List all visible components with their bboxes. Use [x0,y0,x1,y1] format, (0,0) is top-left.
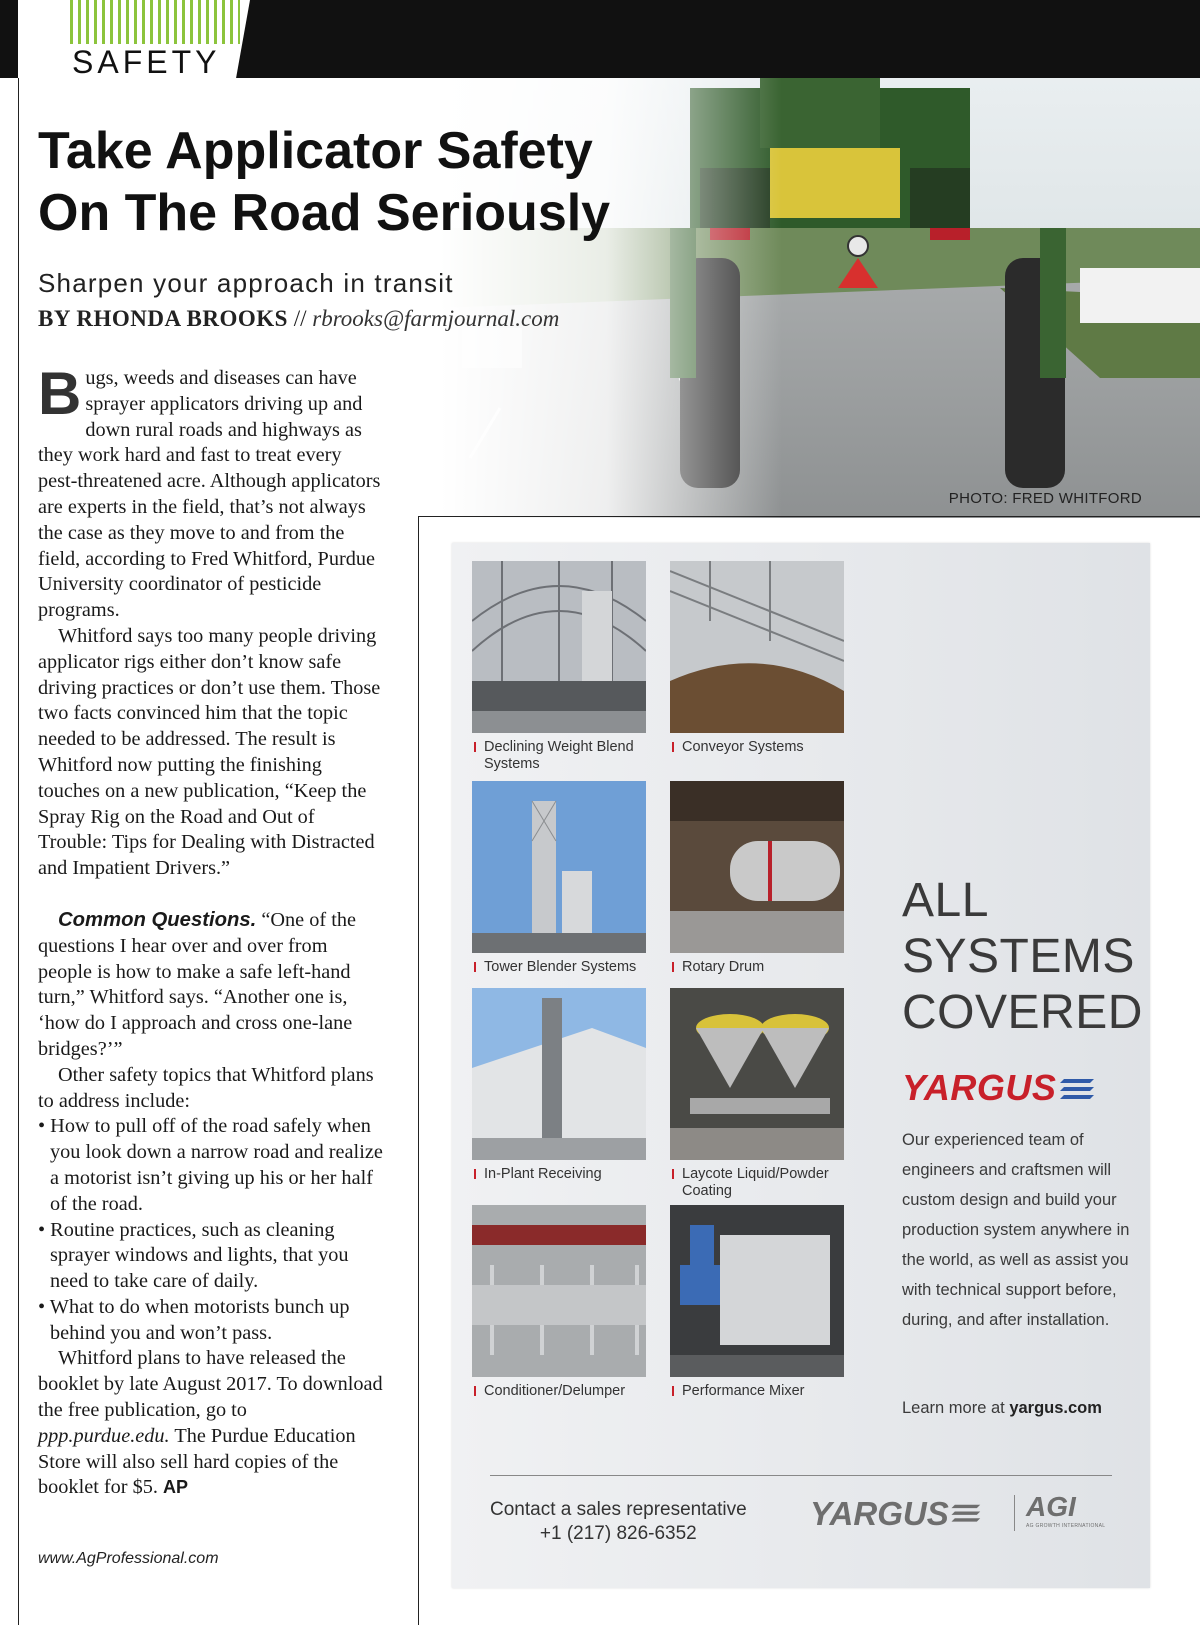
paragraph-2: Whitford says too many people driving applicator rigs either don’t know safe driving practices or don’t use them. Those two facts convinced him that the topic needed to be addressed. The result is Whitford now putting the finishing touches on a new publication, “Keep the Spray Rig on the Road and Out of Trouble: Tips for Dealing with Distracted and Impatient Drivers.” [38,624,381,880]
headline [38,120,610,244]
tile-caption: Declining Weight Blend Systems [472,739,646,773]
tile-caption: Performance Mixer [670,1383,844,1400]
bullet-item: • How to pull off of the road safely when you look down a narrow road and realize a motorist isn’t giving up his or her half of the road. [38,1115,383,1215]
yargus-link[interactable]: yargus.com [1009,1399,1102,1417]
tile-caption: Tower Blender Systems [472,959,646,976]
byline [38,306,559,332]
in-plant-receiving-photo [472,988,646,1160]
learn-prefix: Learn more at [902,1399,1010,1417]
paragraph-4: Other safety topics that Whitford plans to address include: [38,1063,374,1112]
yargus-footer-flag-icon [949,1503,981,1525]
headline-line-2: On The Road Seriously [38,184,611,242]
section-stripes [70,0,240,44]
ad-tile [472,988,646,1183]
conveyor-systems-photo [670,561,844,733]
yargus-logo-text: YARGUS [902,1067,1057,1108]
paragraph-1 [38,360,383,624]
tile-caption: In-Plant Receiving [472,1166,646,1183]
paragraph-1-text: ugs, weeds and diseases can have sprayer applicators driving up and down rural roads and highways as they work hard and fast to treat every pest-threatened acre. Although applicators are experts in the field, that’s not always the case as they move to and from the field, according to Fred Whitford, Purdue University coordinator of pesticide programs. [38,367,381,622]
ad-headline-line-1: ALL [902,874,989,927]
byline-separator: // [287,306,313,331]
ad-tile [472,561,646,773]
signoff-mark: AP [163,1477,189,1498]
byline-author: BY RHONDA BROOKS [38,306,288,331]
ad-tile [670,561,844,756]
performance-mixer-photo [670,1205,844,1377]
ad-divider [490,1475,1112,1476]
bullet-item: • What to do when motorists bunch up behind you and won’t pass. [38,1295,350,1344]
photo-credit: PHOTO: FRED WHITFORD [948,490,1142,507]
headline-line-1: Take Applicator Safety [38,122,593,180]
ad-headline [902,873,1143,1041]
yargus-footer-logo [810,1495,981,1533]
contact-label: Contact a sales representative [490,1499,747,1520]
blend-systems-photo [472,561,646,733]
ad-learn-more [902,1399,1102,1418]
yargus-advertisement [452,543,1150,1588]
bullet-item: • Routine practices, such as cleaning sprayer windows and lights, that you need to take care of daily. [38,1218,349,1293]
tile-caption: Conditioner/Delumper [472,1383,646,1400]
tile-caption: Conveyor Systems [670,739,844,756]
ad-contact [490,1498,747,1546]
ad-tile [472,1205,646,1400]
laycote-coating-photo [670,988,844,1160]
paragraph-3-text: “One of the questions I hear over and over from people is how to make a safe left-hand turn,” Whitford says. “Another one is, ‘how do I approach and cross one-lane bridges?’” [38,908,357,1060]
rotary-drum-photo [670,781,844,953]
footer-url[interactable]: www.AgProfessional.com [38,1550,219,1567]
ad-tile [670,1205,844,1400]
tile-caption: Rotary Drum [670,959,844,976]
conditioner-delumper-photo [472,1205,646,1377]
paragraph-5-text-a: Whitford plans to have released the booklet by late August 2017. To download the free publication, go to [38,1347,383,1422]
ad-tile [670,988,844,1200]
article-body [38,360,383,1501]
paragraph-3 [38,908,383,1063]
left-border [18,78,19,1625]
yargus-logo [902,1067,1094,1109]
subhead: Common Questions. [58,908,257,931]
contact-phone[interactable]: +1 (217) 826-6352 [539,1523,697,1544]
ad-headline-line-3: COVERED [902,986,1143,1039]
purdue-link[interactable]: ppp.purdue.edu. [38,1424,170,1447]
logo-divider [1014,1495,1015,1531]
paragraph-5 [38,1346,383,1501]
ad-tile [670,781,844,976]
ad-body-text: Our experienced team of engineers and craftsmen will custom design and build your production system anywhere in the world, as well as assist you with technical support before, during, and after installation. [902,1131,1130,1329]
deck: Sharpen your approach in transit [38,268,454,298]
ad-headline-line-2: SYSTEMS [902,930,1135,983]
tower-blender-photo [472,781,646,953]
section-label: SAFETY [72,44,221,80]
yargus-flag-icon [1058,1077,1094,1103]
paragraph-5-text-b: The Purdue Education Store will also sell hard copies of the booklet for $5. [38,1424,356,1499]
ad-tile [472,781,646,976]
yargus-footer-logo-text: YARGUS [810,1495,949,1532]
agi-logo: AGI [1026,1491,1076,1522]
tile-caption: Laycote Liquid/Powder Coating [670,1166,844,1200]
byline-email[interactable]: rbrooks@farmjournal.com [312,306,560,331]
drop-cap: B [38,360,82,427]
agi-logo-subtitle: AG GROWTH INTERNATIONAL [1026,1523,1106,1529]
